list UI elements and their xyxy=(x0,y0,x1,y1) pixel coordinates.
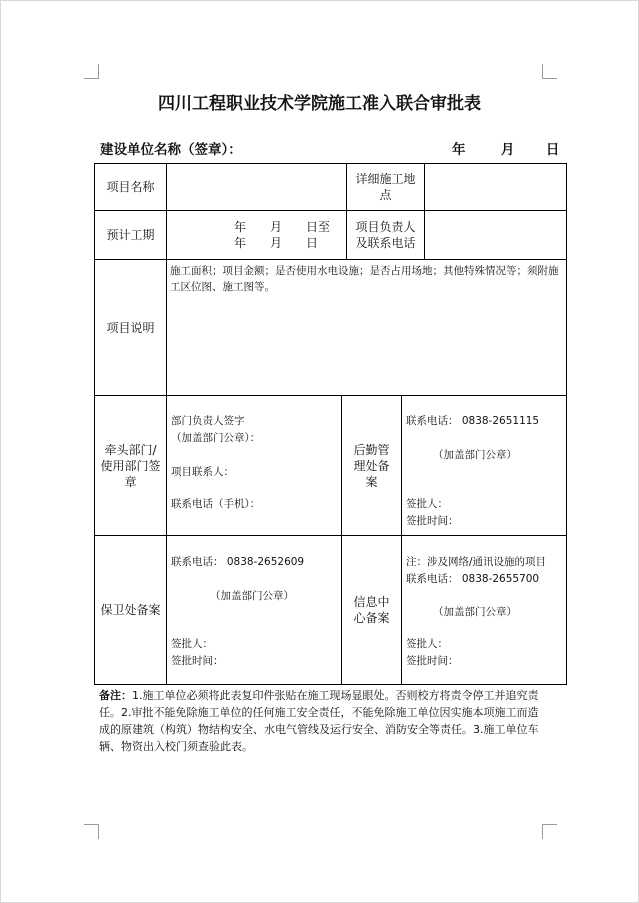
logistics-time: 签批时间： xyxy=(406,515,459,527)
dept-head-sign: 部门负责人签字 xyxy=(171,415,245,427)
info-seal: （加盖部门公章） xyxy=(433,606,517,618)
date-year: 年 xyxy=(452,142,466,158)
crop-mark-top-right xyxy=(542,64,557,79)
security-phone: 联系电话： 0838-2652609 xyxy=(171,556,305,568)
security-label: 保卫处备案 xyxy=(100,603,161,617)
description-text[interactable]: 施工面积；项目金额；是否使用水电设施；是否占用场地；其他特殊情况等；须附施工区位图、施工图等。 xyxy=(170,265,559,293)
document-title: 四川工程职业技术学院施工准入联合审批表 xyxy=(158,94,481,114)
project-name-field[interactable] xyxy=(167,164,346,210)
project-name-label: 项目名称 xyxy=(106,180,155,194)
security-time: 签批时间： xyxy=(171,655,224,667)
description-label: 项目说明 xyxy=(106,320,155,335)
logistics-phone: 联系电话： 0838-2651115 xyxy=(406,415,540,427)
contact-phone-mobile: 联系电话（手机）： xyxy=(171,498,261,510)
lead-dept-label: 牵头部门/ 使用部门签 章 xyxy=(100,442,161,489)
date-month: 月 xyxy=(500,142,515,158)
notes xyxy=(99,687,547,755)
period-end: 年 月 日 xyxy=(234,236,319,250)
info-approver: 签批人： xyxy=(406,638,448,650)
info-phone: 联系电话： 0838-2655700 xyxy=(406,573,540,585)
logistics-approver: 签批人： xyxy=(406,498,448,510)
period-label: 预计工期 xyxy=(106,228,155,242)
security-seal: （加盖部门公章） xyxy=(210,590,294,602)
crop-mark-bottom-right xyxy=(542,824,557,839)
project-contact: 项目联系人： xyxy=(171,466,234,478)
notes-label: 备注： xyxy=(99,689,132,702)
manager-label: 项目负责人 及联系电话 xyxy=(355,220,416,250)
crop-mark-bottom-left xyxy=(84,824,99,839)
crop-mark-top-left xyxy=(84,64,99,79)
location-field[interactable] xyxy=(425,164,566,210)
location-label: 详细施工地 点 xyxy=(355,172,416,202)
info-center-label: 信息中 心备案 xyxy=(353,595,390,625)
logistics-label: 后勤管 理处备 案 xyxy=(353,442,390,489)
period-field[interactable] xyxy=(167,211,346,259)
applicant-label: 建设单位名称（签章）： xyxy=(100,142,242,158)
notes-text: 1.施工单位必须将此表复印件张贴在施工现场显眼处。否则校方将责令停工并追究责任。2.审批不能免除施工单位的任何施工安全责任，不能免除施工单位因实施本项施工而造成的原建筑（构筑）物结构安全、水电气管线及运行安全、消防安全等责任。3.施工单位车辆、物资出入校门须查验此表。 xyxy=(99,689,539,753)
date-day: 日 xyxy=(545,142,560,158)
date-line xyxy=(452,138,559,158)
info-time: 签批时间： xyxy=(406,655,459,667)
security-approver: 签批人： xyxy=(171,638,213,650)
manager-field[interactable] xyxy=(425,211,566,259)
period-start: 年 月 日至 xyxy=(234,220,331,234)
logistics-seal: （加盖部门公章） xyxy=(433,449,517,461)
dept-seal-note: （加盖部门公章）： xyxy=(171,432,261,444)
info-note: 注：涉及网络/通讯设施的项目 xyxy=(406,556,547,568)
